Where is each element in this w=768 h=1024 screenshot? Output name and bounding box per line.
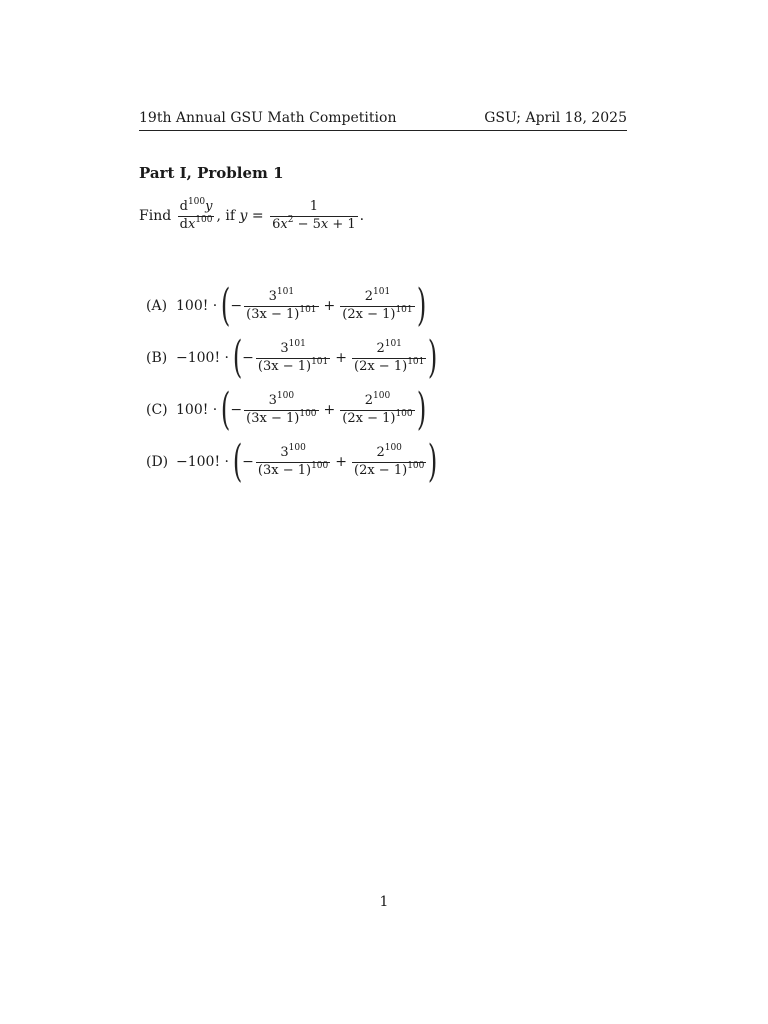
plus-sign: + [335, 454, 347, 470]
second-fraction: $\frac{2^{100}}{(2x - 1)^{100}}$ [354, 442, 425, 478]
function-fraction [270, 200, 358, 233]
answer-choices [146, 280, 438, 488]
y-variable: y [239, 208, 248, 225]
right-paren: ) [428, 332, 438, 383]
find-word: Find [139, 208, 172, 225]
equals-sign: = [251, 208, 264, 225]
right-paren: ) [428, 436, 438, 487]
second-fraction: $\frac{2^{101}}{(2x - 1)^{101}}$ [342, 286, 413, 322]
left-paren: ( [221, 384, 231, 435]
plus-sign: + [323, 298, 336, 314]
problem-title: Part I, Problem 1 [139, 164, 284, 182]
minus-sign: − [230, 402, 243, 418]
choice-b[interactable] [146, 332, 438, 384]
problem-statement [139, 197, 365, 233]
minus-sign: − [242, 350, 254, 366]
choice-c[interactable] [146, 384, 438, 436]
choice-coefficient: 100! · [176, 298, 218, 314]
right-paren: ) [416, 384, 426, 435]
derivative-denominator: $dx^{100}$ [179, 214, 213, 232]
choice-a[interactable] [146, 280, 438, 332]
first-fraction: $\frac{3^{100}}{(3x - 1)^{100}}$ [257, 442, 329, 478]
choice-label: (C) [146, 402, 168, 418]
choice-coefficient: 100! · [176, 402, 218, 418]
choice-coefficient: −100! · [176, 454, 229, 470]
minus-sign: − [242, 454, 254, 470]
period: . [359, 208, 365, 225]
page-number: 1 [379, 894, 389, 910]
page-header [139, 108, 627, 131]
header-date: GSU; April 18, 2025 [484, 110, 627, 126]
first-fraction: $\frac{3^{101}}{(3x - 1)^{101}}$ [257, 338, 329, 374]
function-denominator: $6x^2 - 5x + 1$ [272, 214, 356, 232]
plus-sign: + [335, 350, 347, 366]
minus-sign: − [230, 298, 243, 314]
left-paren: ( [232, 332, 243, 383]
choice-label: (A) [146, 298, 168, 314]
right-paren: ) [416, 280, 426, 331]
choice-d[interactable] [146, 436, 438, 488]
first-fraction: $\frac{3^{100}}{(3x - 1)^{100}}$ [246, 390, 317, 426]
derivative-fraction [178, 197, 215, 233]
derivative-numerator: $d^{100}y$ [179, 197, 213, 214]
function-numerator: 1 [309, 199, 318, 214]
second-fraction: $\frac{2^{101}}{(2x - 1)^{101}}$ [354, 338, 425, 374]
choice-label: (B) [146, 350, 168, 366]
left-paren: ( [232, 436, 243, 487]
choice-coefficient: −100! · [176, 350, 229, 366]
plus-sign: + [323, 402, 336, 418]
header-competition-title: 19th Annual GSU Math Competition [139, 110, 397, 126]
choice-label: (D) [146, 454, 169, 470]
if-text: , if [216, 208, 236, 225]
second-fraction: $\frac{2^{100}}{(2x - 1)^{100}}$ [342, 390, 413, 426]
first-fraction: $\frac{3^{101}}{(3x - 1)^{101}}$ [246, 286, 317, 322]
left-paren: ( [221, 280, 231, 331]
